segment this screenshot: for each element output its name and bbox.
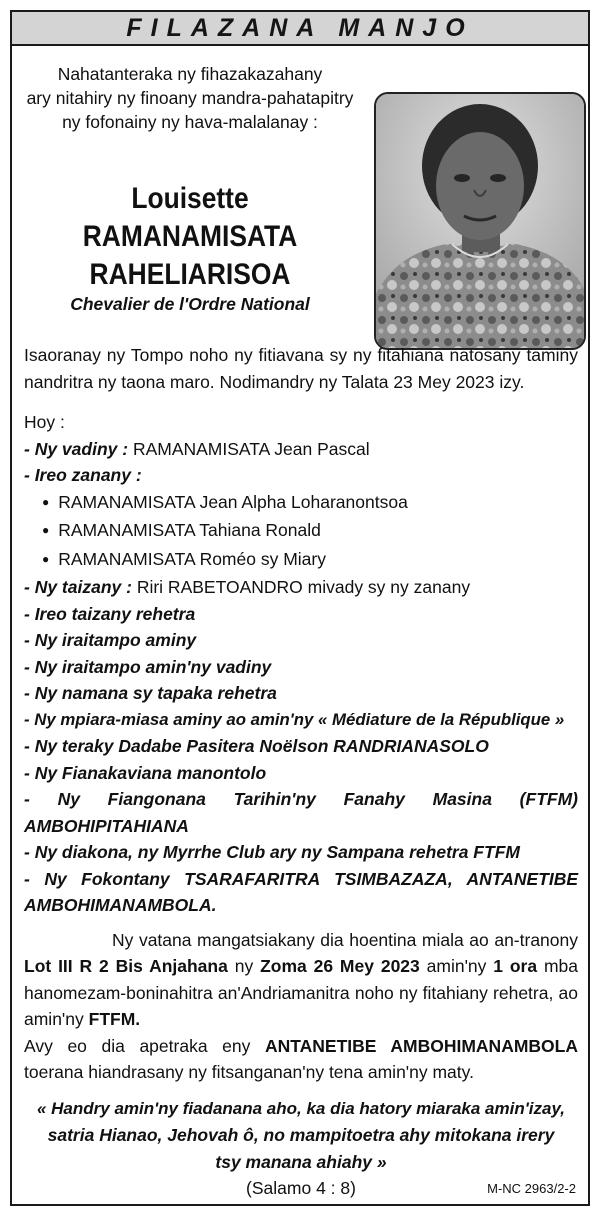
intro-line: ny fofonainy ny hava-malalanay : xyxy=(62,112,318,132)
verse-line: tsy manana ahiahy » xyxy=(215,1151,387,1172)
group-item: - Ireo taizany rehetra xyxy=(24,603,196,624)
funeral-text: amin'ny xyxy=(419,956,494,976)
group-item: - Ny Fianakaviana manontolo xyxy=(24,762,267,783)
funeral-text: Ny vatana mangatsiakany dia hoentina miala ao an-tranony xyxy=(112,929,578,950)
deceased-name xyxy=(42,180,338,294)
intro-line: Nahatanteraka ny fihazakazahany xyxy=(57,64,323,84)
group-item: - Ny diakona, ny Myrrhe Club ary ny Sampana rehetra FTFM xyxy=(24,842,520,862)
verse-reference: (Salamo 4 : 8) xyxy=(246,1178,356,1198)
group-item: - Ny Fokontany TSARAFARITRA TSIMBAZAZA, ANTANETIBE AMBOHIMANAMBOLA. xyxy=(24,868,578,915)
funeral-hour: 1 ora xyxy=(493,956,538,976)
verse-line: « Handry amin'ny fiadanana aho, ka dia hatory miaraka amin'izay, xyxy=(36,1098,566,1118)
relatives-intro: Hoy : xyxy=(24,412,65,432)
spouse-line xyxy=(24,436,578,463)
group-item: - Ny teraky Dadabe Pasitera Noëlson RANDRIANASOLO xyxy=(24,736,489,756)
portrait-image xyxy=(376,94,584,348)
children-label: - Ireo zanany : xyxy=(24,465,142,485)
sibling-name: Riri RABETOANDRO mivady sy ny zanany xyxy=(136,577,471,597)
verse-line: satria Hianao, Jehovah ô, no mampitoetra ahy mitokana irery xyxy=(47,1125,555,1145)
burial-paragraph xyxy=(24,1033,578,1086)
funeral-church: FTFM. xyxy=(88,1009,141,1029)
spouse-label: - Ny vadiny : xyxy=(24,438,129,459)
funeral-text: mba hanomezam-boninahitra an'Andriamanitra noho ny fitahiany rehetra, ao amin'ny xyxy=(24,956,579,1029)
top-section xyxy=(12,46,588,314)
surname: RAMANAMISATA xyxy=(82,220,298,253)
notice-code: M-NC 2963/2-2 xyxy=(487,1181,576,1196)
child-item: ● RAMANAMISATA Roméo sy Miary xyxy=(24,546,578,575)
portrait-photo xyxy=(374,92,586,350)
announcement: Isaoranay ny Tompo noho ny fitiavana sy ny fitahiana natosany taminy nandritra ny taona maro. Nodimandry ny Talata 23 Mey 2023 izy. xyxy=(24,345,578,392)
burial-place: ANTANETIBE AMBOHIMANAMBOLA xyxy=(264,1035,578,1056)
sibling-line xyxy=(24,574,578,601)
header-bar xyxy=(12,12,588,46)
distinction: Chevalier de l'Ordre National xyxy=(70,294,310,314)
group-item: - Ny Fiangonana Tarihin'ny Fanahy Masina (FTFM) AMBOHIPITAHIANA xyxy=(24,789,578,836)
burial-text: Avy eo dia apetraka eny xyxy=(24,1035,265,1056)
sibling-label: - Ny taizany : xyxy=(24,577,132,597)
group-item: - Ny iraitampo amin'ny vadiny xyxy=(24,656,272,677)
intro-line: ary nitahiry ny finoany mandra-pahatapitry xyxy=(26,88,354,108)
spouse-name: RAMANAMISATA Jean Pascal xyxy=(132,438,370,459)
second-surname: RAHELIARISOA xyxy=(89,258,291,291)
child-item: ● RAMANAMISATA Jean Alpha Loharanontsoa xyxy=(24,489,578,518)
group-item: - Ny mpiara-miasa aminy ao amin'ny « Médiature de la République » xyxy=(24,709,565,729)
funeral-paragraph xyxy=(24,927,578,1033)
group-item: - Ny iraitampo aminy xyxy=(24,630,197,650)
funeral-address: Lot III R 2 Bis Anjahana xyxy=(24,956,228,976)
header-title: FILAZANA MANJO xyxy=(126,13,474,42)
obituary-notice xyxy=(10,10,590,1206)
notice-body xyxy=(24,342,578,1202)
burial-text: toerana hiandrasany ny fitsanganan'ny tena amin'ny maty. xyxy=(24,1062,474,1082)
funeral-date: Zoma 26 Mey 2023 xyxy=(260,956,420,976)
funeral-text: ny xyxy=(227,956,261,976)
child-item: ● RAMANAMISATA Tahiana Ronald xyxy=(24,517,578,546)
intro-text xyxy=(22,62,358,134)
group-item: - Ny namana sy tapaka rehetra xyxy=(24,683,277,703)
first-name: Louisette xyxy=(131,182,249,215)
